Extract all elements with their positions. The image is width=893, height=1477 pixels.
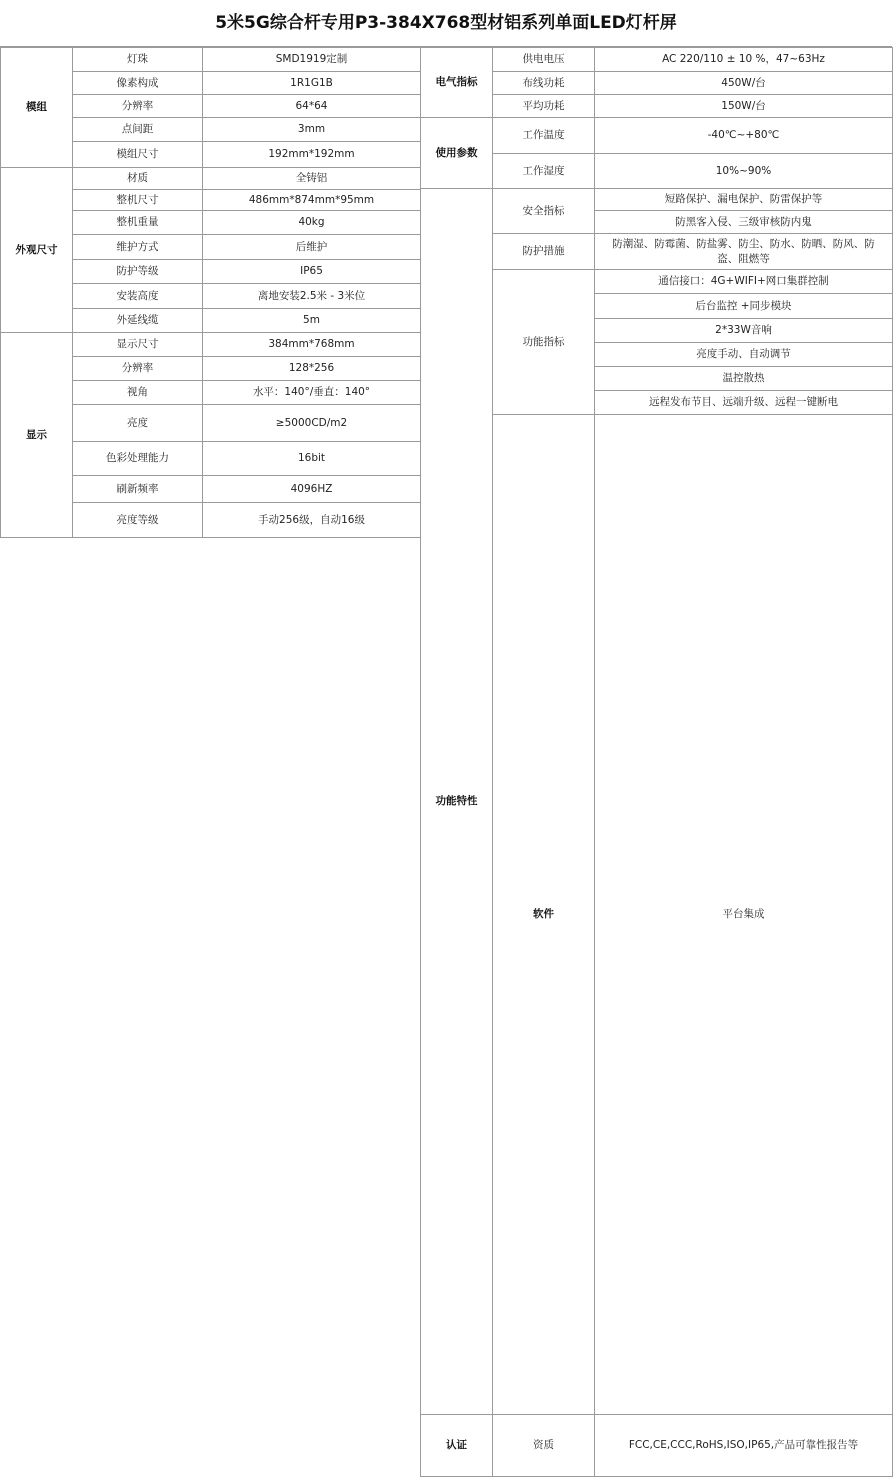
- table-row: [421, 48, 893, 72]
- spec-value: 2*33W音响: [595, 319, 893, 343]
- spec-value: 通信接口：4G+WIFI+网口集群控制: [595, 270, 893, 294]
- spec-label: 安装高度: [73, 284, 203, 309]
- table-row: [421, 118, 893, 154]
- spec-value: SMD1919定制: [203, 48, 421, 72]
- spec-value: 450W/台: [595, 72, 893, 95]
- spec-label: 工作湿度: [493, 154, 595, 189]
- spec-value: 192mm*192mm: [203, 142, 421, 168]
- spec-label: 布线功耗: [493, 72, 595, 95]
- spec-value: 防潮湿、防霉菌、防盐雾、防尘、防水、防晒、防风、防盗、阻燃等: [595, 234, 893, 270]
- category-display: 显示: [1, 333, 73, 538]
- category-module: 模组: [1, 48, 73, 168]
- right-spec-table: [420, 47, 893, 1477]
- spec-value: ≥5000CD/m2: [203, 405, 421, 442]
- spec-label: 模组尺寸: [73, 142, 203, 168]
- spec-label: 材质: [73, 168, 203, 190]
- spec-label: 像素构成: [73, 72, 203, 95]
- spec-value: AC 220/110 ± 10 %，47~63Hz: [595, 48, 893, 72]
- spec-value: -40℃~+80℃: [595, 118, 893, 154]
- spec-value: 3mm: [203, 118, 421, 142]
- spec-value: 全铸铝: [203, 168, 421, 190]
- spec-value: 16bit: [203, 442, 421, 476]
- spec-value: 4096HZ: [203, 476, 421, 503]
- spec-label: 点间距: [73, 118, 203, 142]
- spec-value: 亮度手动、自动调节: [595, 343, 893, 367]
- spec-label: 维护方式: [73, 235, 203, 260]
- category-electrical: 电气指标: [421, 48, 493, 118]
- spec-value: FCC,CE,CCC,RoHS,ISO,IP65,产品可靠性报告等: [595, 1414, 893, 1476]
- spec-label: 色彩处理能力: [73, 442, 203, 476]
- spec-label: 亮度等级: [73, 503, 203, 538]
- category-certification: 认证: [421, 1414, 493, 1476]
- category-software: 软件: [493, 415, 595, 1415]
- spec-value: 384mm*768mm: [203, 333, 421, 357]
- spec-label: 资质: [493, 1414, 595, 1476]
- spec-label: 工作温度: [493, 118, 595, 154]
- spec-label: 防护等级: [73, 260, 203, 284]
- spec-value: 水平：140°/垂直：140°: [203, 381, 421, 405]
- spec-value: 离地安装2.5米 - 3米位: [203, 284, 421, 309]
- spec-value: 远程发布节目、远端升级、远程一键断电: [595, 391, 893, 415]
- spec-label: 功能指标: [493, 270, 595, 415]
- spec-value: 40kg: [203, 211, 421, 235]
- spec-value: 150W/台: [595, 95, 893, 118]
- spec-value: 防黑客入侵、三级审核防内鬼: [595, 211, 893, 234]
- left-spec-table: [0, 47, 421, 538]
- spec-tables: [0, 47, 892, 1451]
- spec-label: 分辨率: [73, 95, 203, 118]
- category-features: 功能特性: [421, 189, 493, 1415]
- spec-value: 温控散热: [595, 367, 893, 391]
- spec-label: 整机重量: [73, 211, 203, 235]
- spec-value: 5m: [203, 309, 421, 333]
- spec-label: 供电电压: [493, 48, 595, 72]
- category-usage: 使用参数: [421, 118, 493, 189]
- spec-label: 亮度: [73, 405, 203, 442]
- spec-value: 后台监控 +同步模块: [595, 294, 893, 319]
- spec-value: 128*256: [203, 357, 421, 381]
- spec-value: 486mm*874mm*95mm: [203, 190, 421, 211]
- spec-label: 外延线缆: [73, 309, 203, 333]
- spec-value: 短路保护、漏电保护、防雷保护等: [595, 189, 893, 211]
- spec-label: 灯珠: [73, 48, 203, 72]
- table-row: [421, 1414, 893, 1476]
- spec-label: 整机尺寸: [73, 190, 203, 211]
- spec-value: IP65: [203, 260, 421, 284]
- spec-label: 安全指标: [493, 189, 595, 234]
- spec-value: 10%~90%: [595, 154, 893, 189]
- spec-label: 平台集成: [595, 415, 893, 1415]
- spec-label: 防护措施: [493, 234, 595, 270]
- category-appearance: 外观尺寸: [1, 168, 73, 333]
- page-title: 5米5G综合杆专用P3-384X768型材铝系列单面LED灯杆屏: [0, 0, 892, 47]
- spec-label: 刷新频率: [73, 476, 203, 503]
- spec-value: 后维护: [203, 235, 421, 260]
- spec-label: 视角: [73, 381, 203, 405]
- spec-label: 平均功耗: [493, 95, 595, 118]
- spec-label: 分辨率: [73, 357, 203, 381]
- spec-value: 手动256级，自动16级: [203, 503, 421, 538]
- spec-value: 1R1G1B: [203, 72, 421, 95]
- spec-value: 64*64: [203, 95, 421, 118]
- spec-label: 显示尺寸: [73, 333, 203, 357]
- table-row: [1, 333, 421, 357]
- table-row: [1, 48, 421, 72]
- table-row: [1, 168, 421, 190]
- table-row: [421, 189, 893, 211]
